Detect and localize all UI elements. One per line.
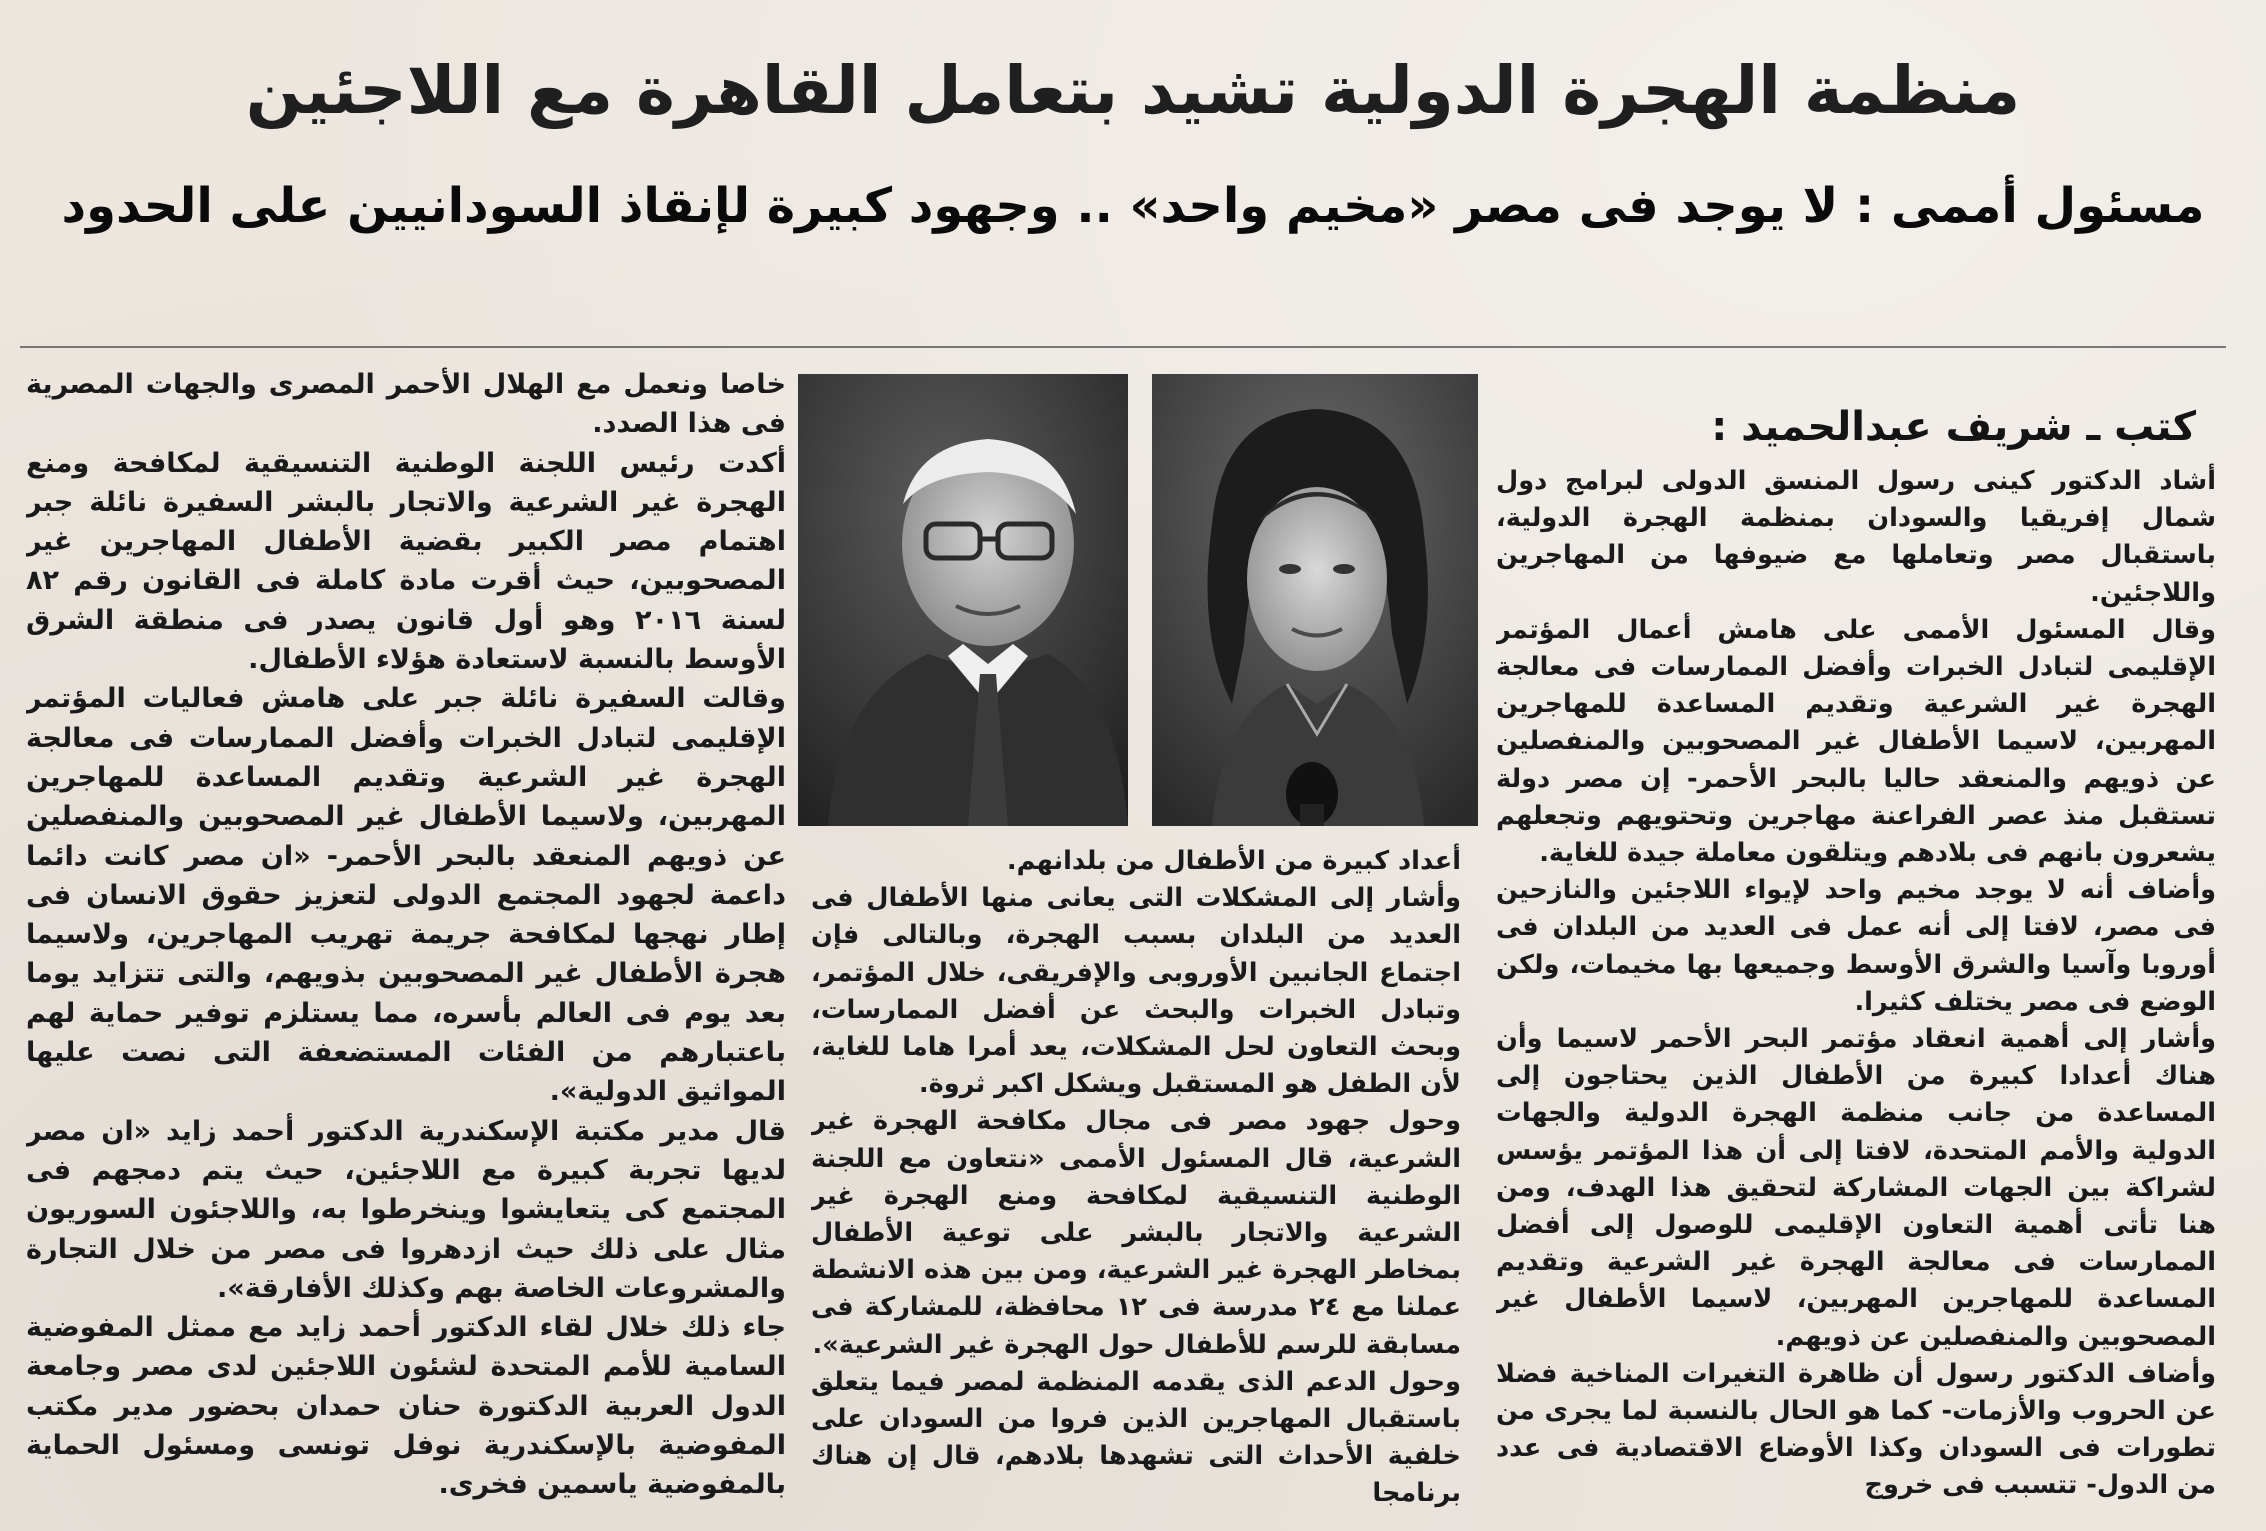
man-portrait-photo	[798, 374, 1128, 826]
paragraph: وقال المسئول الأممى على هامش أعمال المؤتمر الإقليمى لتبادل الخبرات وأفضل الممارسات فى معالجة الهجرة غير الشرعية وتقديم المساعدة للمهاجرين المهربين، لاسيما الأطفال غير المصحوبين والمنفصلين عن ذويهم والمنعقد حاليا بالبحر الأحمر- إن مصر دولة تستقبل منذ عصر الفراعنة مهاجرين وتحتويهم وتجعلهم يشعرون بانهم فى بلادهم ويتلقون معاملة جيدة للغاية.	[1496, 614, 2216, 869]
paragraph: وأضاف الدكتور رسول أن ظاهرة التغيرات المناخية فضلا عن الحروب والأزمات- كما هو الحال بالنسبة لما يجرى من تطورات فى السودان وكذا الأوضاع الاقتصادية فى عدد من الدول- تتسبب فى خروج	[1496, 1358, 2216, 1501]
paragraph: أشاد الدكتور كينى رسول المنسق الدولى لبرامج دول شمال إفريقيا والسودان بمنظمة الهجرة الدولية، باستقبال مصر وتعاملها مع ضيوفها من المهاجرين واللاجئين.	[1496, 466, 2216, 608]
paragraph: وحول الدعم الذى يقدمه المنظمة لمصر فيما يتعلق باستقبال المهاجرين الذين فروا من السودان على خلفية الأحداث التى تشهدها بلادهم، قال إن هناك برنامجا	[811, 1366, 1461, 1509]
woman-portrait-image	[1152, 374, 1478, 826]
paragraph: أعداد كبيرة من الأطفال من بلدانهم.	[1006, 846, 1461, 876]
paragraph: وأشار إلى أهمية انعقاد مؤتمر البحر الأحمر لاسيما وأن هناك أعدادا كبيرة من الأطفال الذين يحتاجون إلى المساعدة من جانب منظمة الهجرة الدولية والجهات الدولية والأمم المتحدة، لافتا إلى أن هذا المؤتمر يؤسس لشراكة بين الجهات المشاركة لتحقيق هذا الهدف، ومن هنا تأتى أهمية التعاون الإقليمى للوصول إلى أفضل الممارسات فى معالجة الهجرة غير الشرعية وتقديم المساعدة للمهاجرين المهربين، لاسيما الأطفال غير المصحوبين والمنفصلين عن ذويهم.	[1496, 1024, 2216, 1352]
paragraph: وأضاف أنه لا يوجد مخيم واحد لإيواء اللاجئين والنازحين فى مصر، لافتا إلى أنه عمل فى العديد من البلدان فى أوروبا وآسيا والشرق الأوسط وجميعها بها مخيمات، ولكن الوضع فى مصر يختلف كثيرا.	[1496, 875, 2216, 1017]
article-column-left	[26, 365, 786, 1523]
paragraph: قال مدير مكتبة الإسكندرية الدكتور أحمد زايد «ان مصر لديها تجربة كبيرة مع اللاجئين، حيث يتم دمجهم فى المجتمع كى يتعايشوا وينخرطوا به، واللاجئون السوريون مثال على ذلك حيث ازدهروا فى مصر من خلال التجارة والمشروعات الخاصة بهم وكذلك الأفارقة».	[26, 1115, 786, 1304]
woman-portrait-photo	[1152, 374, 1478, 826]
headline-divider	[20, 346, 2226, 348]
paragraph: وأشار إلى المشكلات التى يعانى منها الأطفال فى العديد من البلدان بسبب الهجرة، وبالتالى فإن اجتماع الجانبين الأوروبى والإفريقى، خلال المؤتمر، وتبادل الخبرات والبحث عن أفضل الممارسات، وبحث التعاون لحل المشكلات، يعد أمرا هاما للغاية، لأن الطفل هو المستقبل ويشكل اكبر ثروة.	[811, 883, 1461, 1100]
paragraph: وقالت السفيرة نائلة جبر على هامش فعاليات المؤتمر الإقليمى لتبادل الخبرات وأفضل الممارسات فى معالجة الهجرة غير الشرعية وتقديم المساعدة للمهاجرين المهربين، ولاسيما الأطفال غير المصحوبين والمنفصلين عن ذويهم المنعقد بالبحر الأحمر- «ان مصر كانت دائما داعمة لجهود المجتمع الدولى لتعزيز حقوق الانسان فى إطار نهجها لمكافحة جريمة تهريب المهاجرين، ولاسيما هجرة الأطفال غير المصحوبين بذويهم، والتى تتزايد يوما بعد يوم فى العالم بأسره، مما يستلزم توفير حماية لهم باعتبارهم من الفئات المستضعفة التى نصت عليها المواثيق الدولية».	[26, 683, 786, 1108]
paragraph: جاء ذلك خلال لقاء الدكتور أحمد زايد مع ممثل المفوضية السامية للأمم المتحدة لشئون اللاجئين لدى مصر وجامعة الدول العربية الدكتورة حنان حمدان بحضور مدير مكتب المفوضية بالإسكندرية نوفل تونسى ومسئول الحماية بالمفوضية ياسمين فخرى.	[26, 1312, 786, 1501]
paragraph: أكدت رئيس اللجنة الوطنية التنسيقية لمكافحة ومنع الهجرة غير الشرعية والاتجار بالبشر السفيرة نائلة جبر اهتمام مصر الكبير بقضية الأطفال المهاجرين غير المصحوبين، حيث أقرت مادة كاملة فى القانون رقم ٨٢ لسنة ٢٠١٦ وهو أول قانون يصدر فى منطقة الشرق الأوسط بالنسبة لاستعادة هؤلاء الأطفال.	[26, 447, 786, 676]
byline: كتب ـ شريف عبدالحميد :	[1711, 404, 2196, 450]
paragraph: خاصا ونعمل مع الهلال الأحمر المصرى والجهات المصرية فى هذا الصدد.	[26, 369, 786, 440]
kicker-headline: منظمة الهجرة الدولية تشيد بتعامل القاهرة مع اللاجئين	[245, 52, 2021, 129]
main-headline: مسئول أممى : لا يوجد فى مصر «مخيم واحد» .. وجهود كبيرة لإنقاذ السودانيين على الحدود	[61, 178, 2205, 234]
article-column-middle	[811, 843, 1461, 1523]
man-portrait-image	[798, 374, 1128, 826]
article-column-right	[1496, 463, 2216, 1523]
paragraph: وحول جهود مصر فى مجال مكافحة الهجرة غير الشرعية، قال المسئول الأممى «نتعاون مع اللجنة الوطنية التنسيقية لمكافحة ومنع الهجرة غير الشرعية والاتجار بالبشر على توعية الأطفال بمخاطر الهجرة غير الشرعية، ومن بين هذه الانشطة عملنا مع ٢٤ مدرسة فى ١٢ محافظة، للمشاركة فى مسابقة للرسم للأطفال حول الهجرة غير الشرعية».	[811, 1106, 1461, 1360]
